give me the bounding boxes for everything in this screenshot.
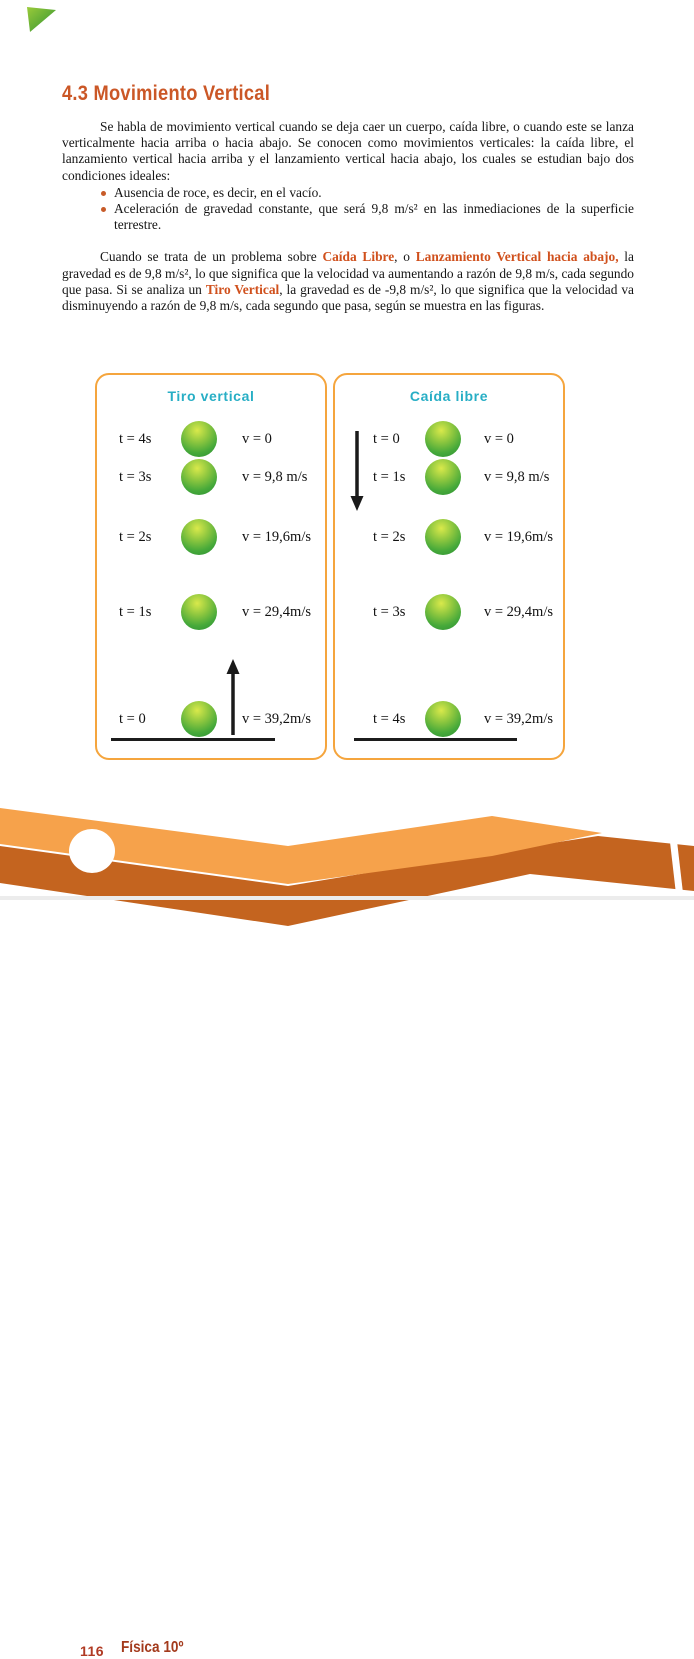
- corner-triangle-icon: [0, 0, 70, 40]
- time-label: t = 4s: [373, 711, 406, 727]
- time-label: t = 2s: [119, 529, 152, 545]
- ribbon-decoration: [0, 800, 694, 900]
- panel-title: Tiro vertical: [167, 388, 255, 404]
- time-label: t = 3s: [373, 604, 406, 620]
- ground-line: [354, 738, 517, 741]
- time-label: t = 0: [373, 431, 400, 447]
- ball-icon: [181, 594, 217, 630]
- key-term: Lanzamiento Vertical hacia abajo,: [415, 249, 619, 265]
- bullet-item: Aceleración de gravedad constante, que será 9,8 m/s² en las inmediaciones de la superficie terrestre.: [100, 201, 634, 233]
- paragraph-gravity: [62, 249, 634, 314]
- ball-icon: [425, 421, 461, 457]
- ball-icon: [425, 459, 461, 495]
- text-run: la gravedad es de 9,8 m/s², lo que significa que la velocidad va aumentando a razón de 9,8 m/s, cada segundo que pasa. Si se analiza un: [62, 249, 634, 297]
- time-label: t = 4s: [119, 431, 152, 447]
- up-arrow-icon: [224, 659, 242, 735]
- paragraph-intro: [62, 119, 634, 184]
- text-run: Se habla de movimiento vertical cuando se deja caer un cuerpo, caída libre, o cuando este se lanza verticalmente hacia arriba o hacia abajo. Se conocen como movimientos verticales: la caída libre, el lanzamiento vertical hacia arriba y el lanzamiento vertical hacia abajo, los cuales se estudian bajo dos condiciones ideales:: [62, 119, 634, 183]
- velocity-label: v = 0: [484, 431, 514, 447]
- section-heading: 4.3 Movimiento Vertical: [62, 82, 271, 105]
- text-run: Cuando se trata de un problema sobre: [100, 249, 323, 265]
- velocity-label: v = 39,2m/s: [242, 711, 312, 727]
- ball-icon: [425, 594, 461, 630]
- time-label: t = 2s: [373, 529, 406, 545]
- ball-icon: [425, 701, 461, 737]
- time-label: t = 1s: [373, 469, 406, 485]
- ball-icon: [181, 421, 217, 457]
- key-term: Caída Libre: [322, 249, 395, 265]
- book-title: Física 10º: [121, 1639, 184, 1656]
- ball-icon: [181, 701, 217, 737]
- time-label: t = 3s: [119, 469, 152, 485]
- panel-caida-libre: [333, 373, 565, 760]
- velocity-label: v = 29,4m/s: [242, 604, 312, 620]
- key-term: Tiro Vertical: [205, 281, 280, 297]
- page-number: 116: [79, 1643, 105, 1659]
- velocity-label: v = 0: [242, 431, 272, 447]
- text-run: , o: [394, 249, 416, 265]
- velocity-label: v = 9,8 m/s: [242, 469, 308, 485]
- ball-icon: [181, 459, 217, 495]
- bullet-item: Ausencia de roce, es decir, en el vacío.: [100, 185, 634, 201]
- velocity-label: v = 29,4m/s: [484, 604, 554, 620]
- velocity-label: v = 19,6m/s: [484, 529, 554, 545]
- ideal-conditions-list: [100, 185, 634, 234]
- time-label: t = 0: [119, 711, 146, 727]
- footer-ribbon: [0, 800, 694, 1659]
- ball-icon: [181, 519, 217, 555]
- page-number-badge: [69, 829, 115, 873]
- ground-line: [111, 738, 275, 741]
- body-text: [62, 119, 634, 314]
- velocity-label: v = 19,6m/s: [242, 529, 312, 545]
- down-arrow-icon: [348, 431, 366, 511]
- text-run: , la gravedad es de -9,8 m/s², lo que significa que la velocidad va disminuyendo a razón de 9,8 m/s, cada segundo que pasa, según se muestra en las figuras.: [62, 281, 634, 314]
- ball-icon: [425, 519, 461, 555]
- panel-tiro-vertical: [95, 373, 327, 760]
- panel-title: Caída libre: [409, 388, 489, 404]
- figure-vertical-motion: [95, 373, 565, 760]
- velocity-label: v = 9,8 m/s: [484, 469, 550, 485]
- velocity-label: v = 39,2m/s: [484, 711, 554, 727]
- time-label: t = 1s: [119, 604, 152, 620]
